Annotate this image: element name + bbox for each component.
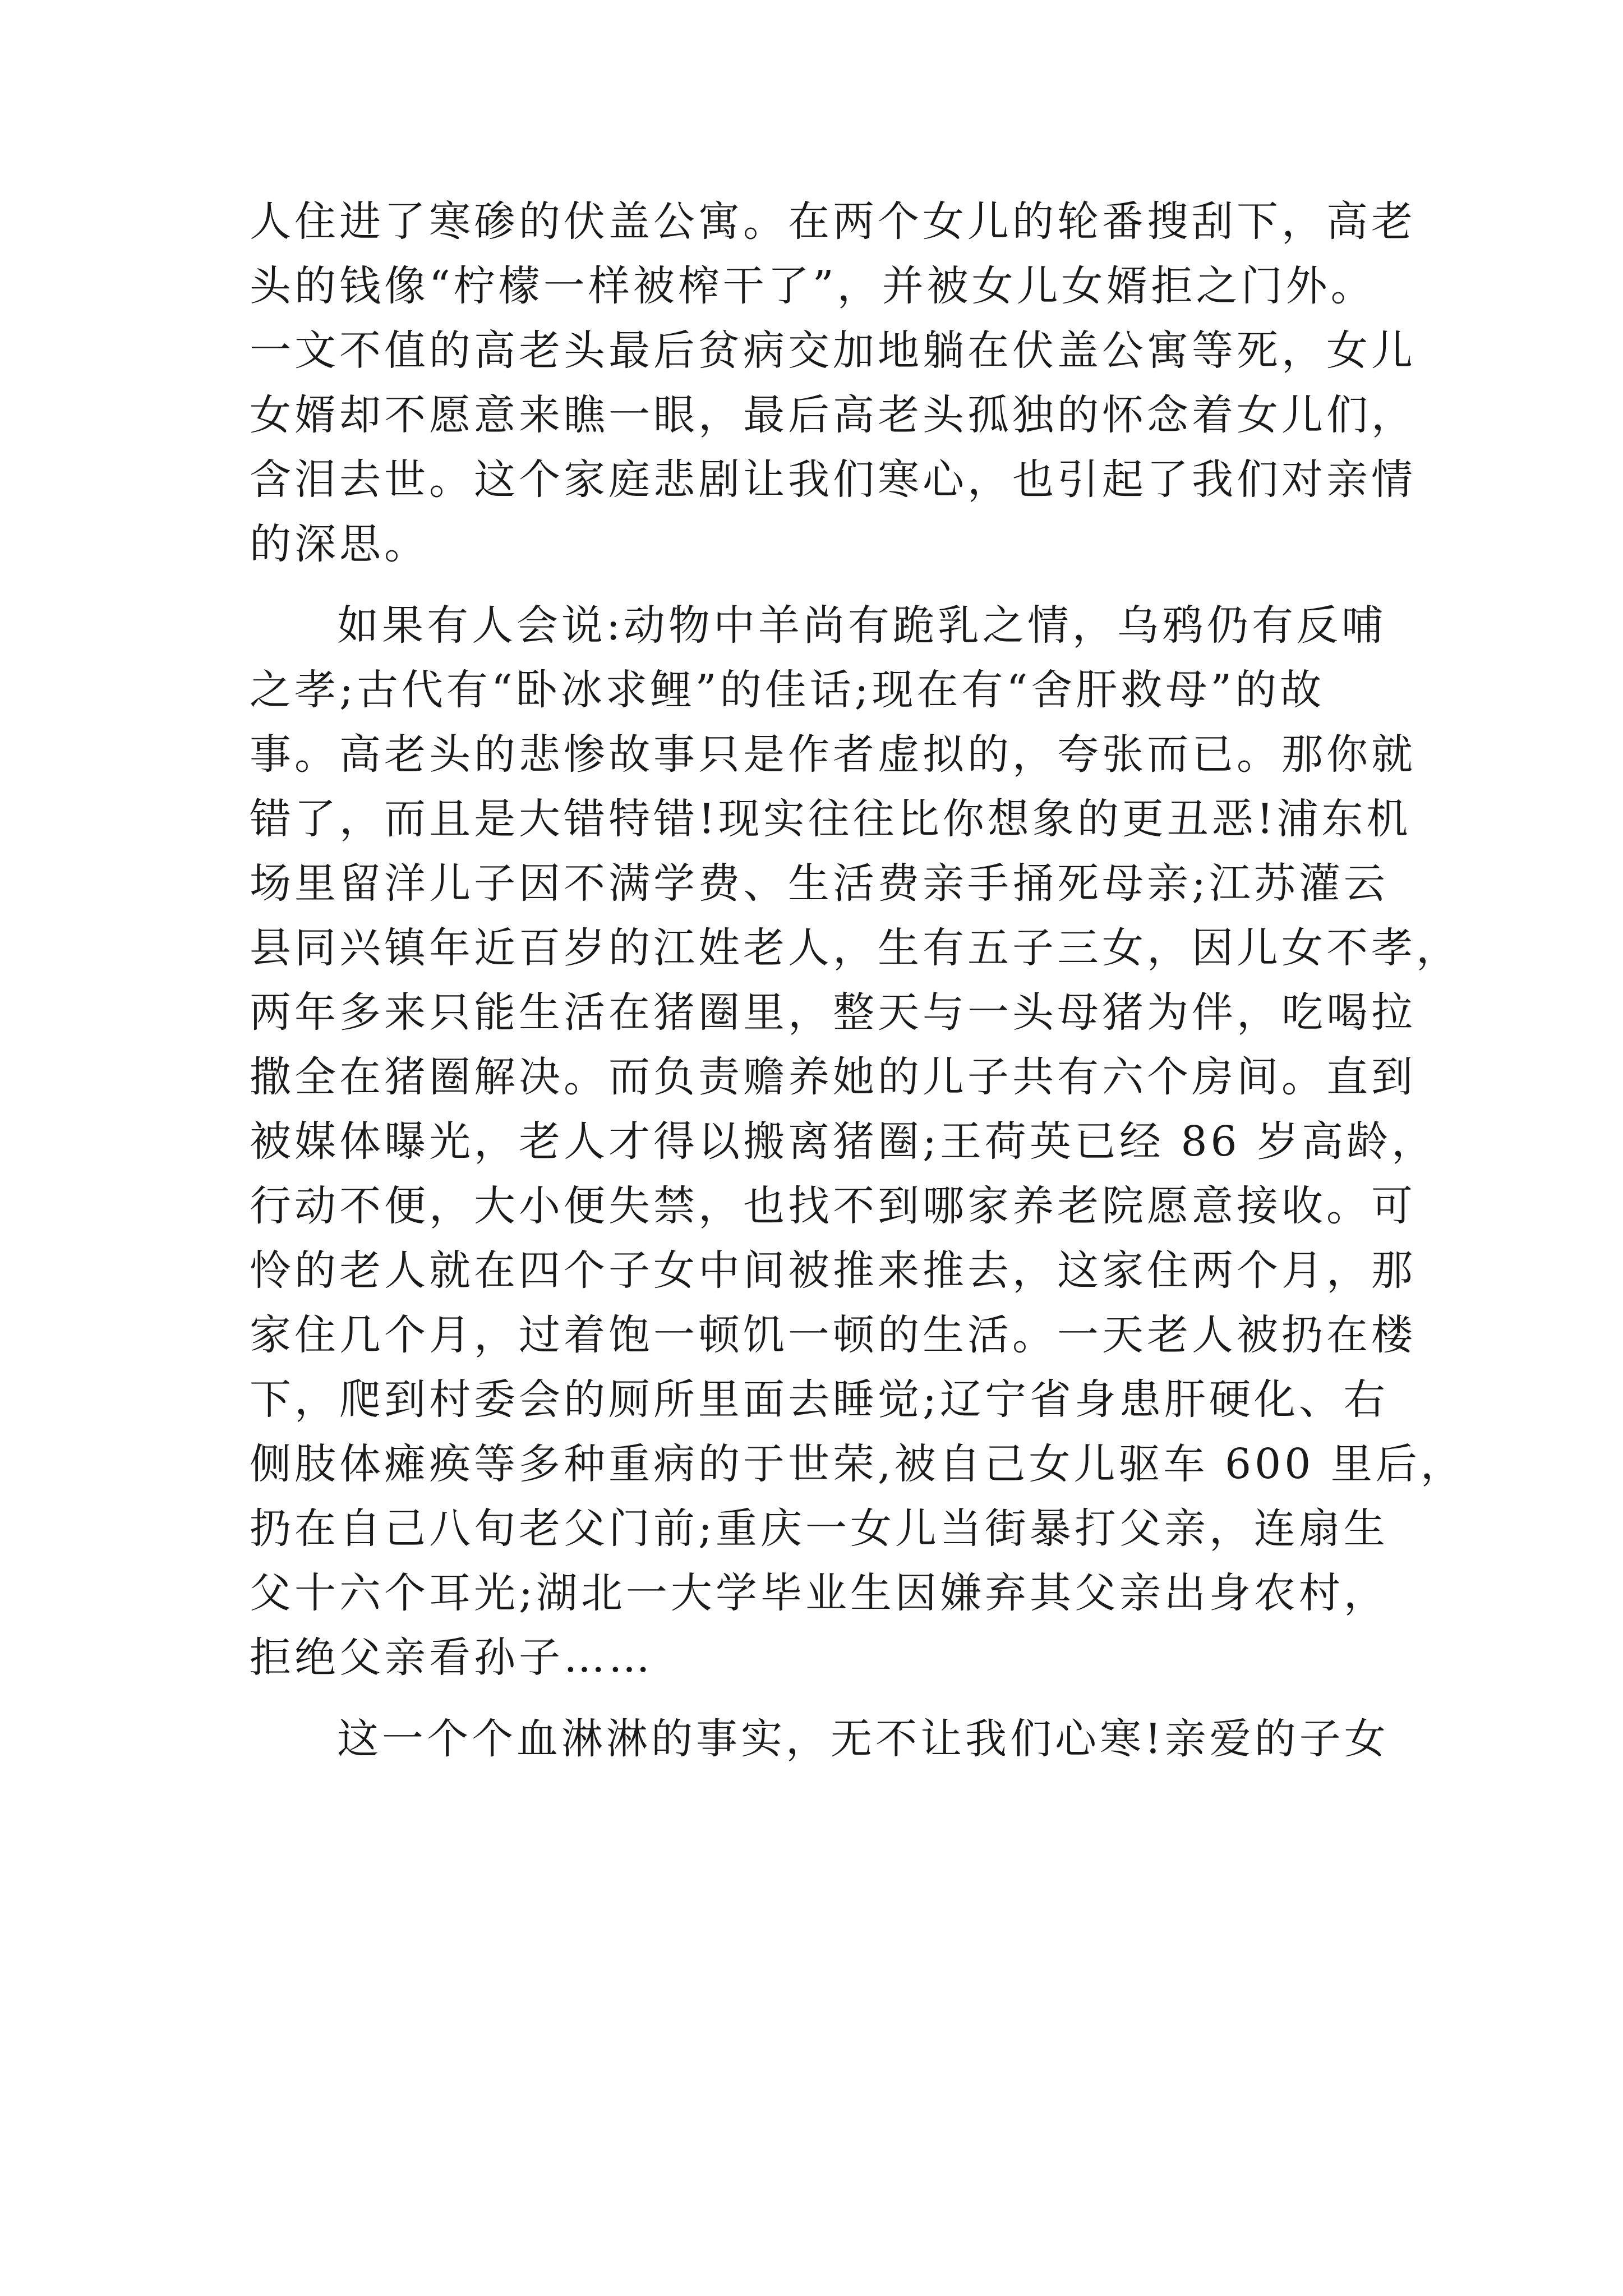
text-line: 含泪去世。这个家庭悲剧让我们寒心，也引起了我们对亲情	[250, 455, 1416, 504]
text-line: 扔在自己八旬老父门前;重庆一女儿当街暴打父亲，连扇生	[250, 1504, 1389, 1553]
text-line: 这一个个血淋淋的事实，无不让我们心寒!亲爱的子女	[337, 1715, 1389, 1763]
text-line: 一文不值的高老头最后贫病交加地躺在伏盖公寓等死，女儿	[250, 326, 1416, 375]
text-line: 被媒体曝光，老人才得以搬离猪圈;王荷英已经 86 岁高龄，	[250, 1117, 1437, 1166]
text-line: 事。高老头的悲惨故事只是作者虚拟的，夸张而已。那你就	[250, 730, 1416, 779]
text-line: 人住进了寒碜的伏盖公寓。在两个女儿的轮番搜刮下，高老	[250, 197, 1416, 246]
text-line: 下，爬到村委会的厕所里面去睡觉;辽宁省身患肝硬化、右	[250, 1375, 1389, 1424]
text-line: 拒绝父亲看孙子……	[250, 1634, 653, 1682]
text-line: 场里留洋儿子因不满学费、生活费亲手捅死母亲;江苏灌云	[250, 859, 1389, 908]
text-line: 如果有人会说:动物中羊尚有跪乳之情，乌鸦仍有反哺	[337, 601, 1386, 650]
text-line: 怜的老人就在四个子女中间被推来推去，这家住两个月，那	[250, 1246, 1416, 1295]
text-line: 家住几个月，过着饱一顿饥一顿的生活。一天老人被扔在楼	[250, 1311, 1416, 1359]
text-line: 错了，而且是大错特错!现实往往比你想象的更丑恶!浦东机	[250, 795, 1412, 843]
text-line: 父十六个耳光;湖北一大学毕业生因嫌弃其父亲出身农村，	[250, 1569, 1389, 1617]
text-line: 之孝;古代有“卧冰求鲤”的佳话;现在有“舍肝救母”的故	[250, 666, 1325, 714]
text-line: 侧肢体瘫痪等多种重病的于世荣,被自己女儿驱车 600 里后，	[250, 1440, 1465, 1488]
text-line: 行动不便，大小便失禁，也找不到哪家养老院愿意接收。可	[250, 1182, 1416, 1230]
text-line: 两年多来只能生活在猪圈里，整天与一头母猪为伴，吃喝拉	[250, 988, 1416, 1037]
text-line: 的深思。	[250, 520, 429, 568]
text-line: 头的钱像“柠檬一样被榨干了”，并被女儿女婿拒之门外。	[250, 262, 1376, 310]
text-line: 县同兴镇年近百岁的江姓老人，生有五子三女，因儿女不孝，	[250, 924, 1461, 972]
text-line: 撒全在猪圈解决。而负责赡养她的儿子共有六个房间。直到	[250, 1053, 1416, 1101]
text-line: 女婿却不愿意来瞧一眼，最后高老头孤独的怀念着女儿们，	[250, 391, 1416, 439]
